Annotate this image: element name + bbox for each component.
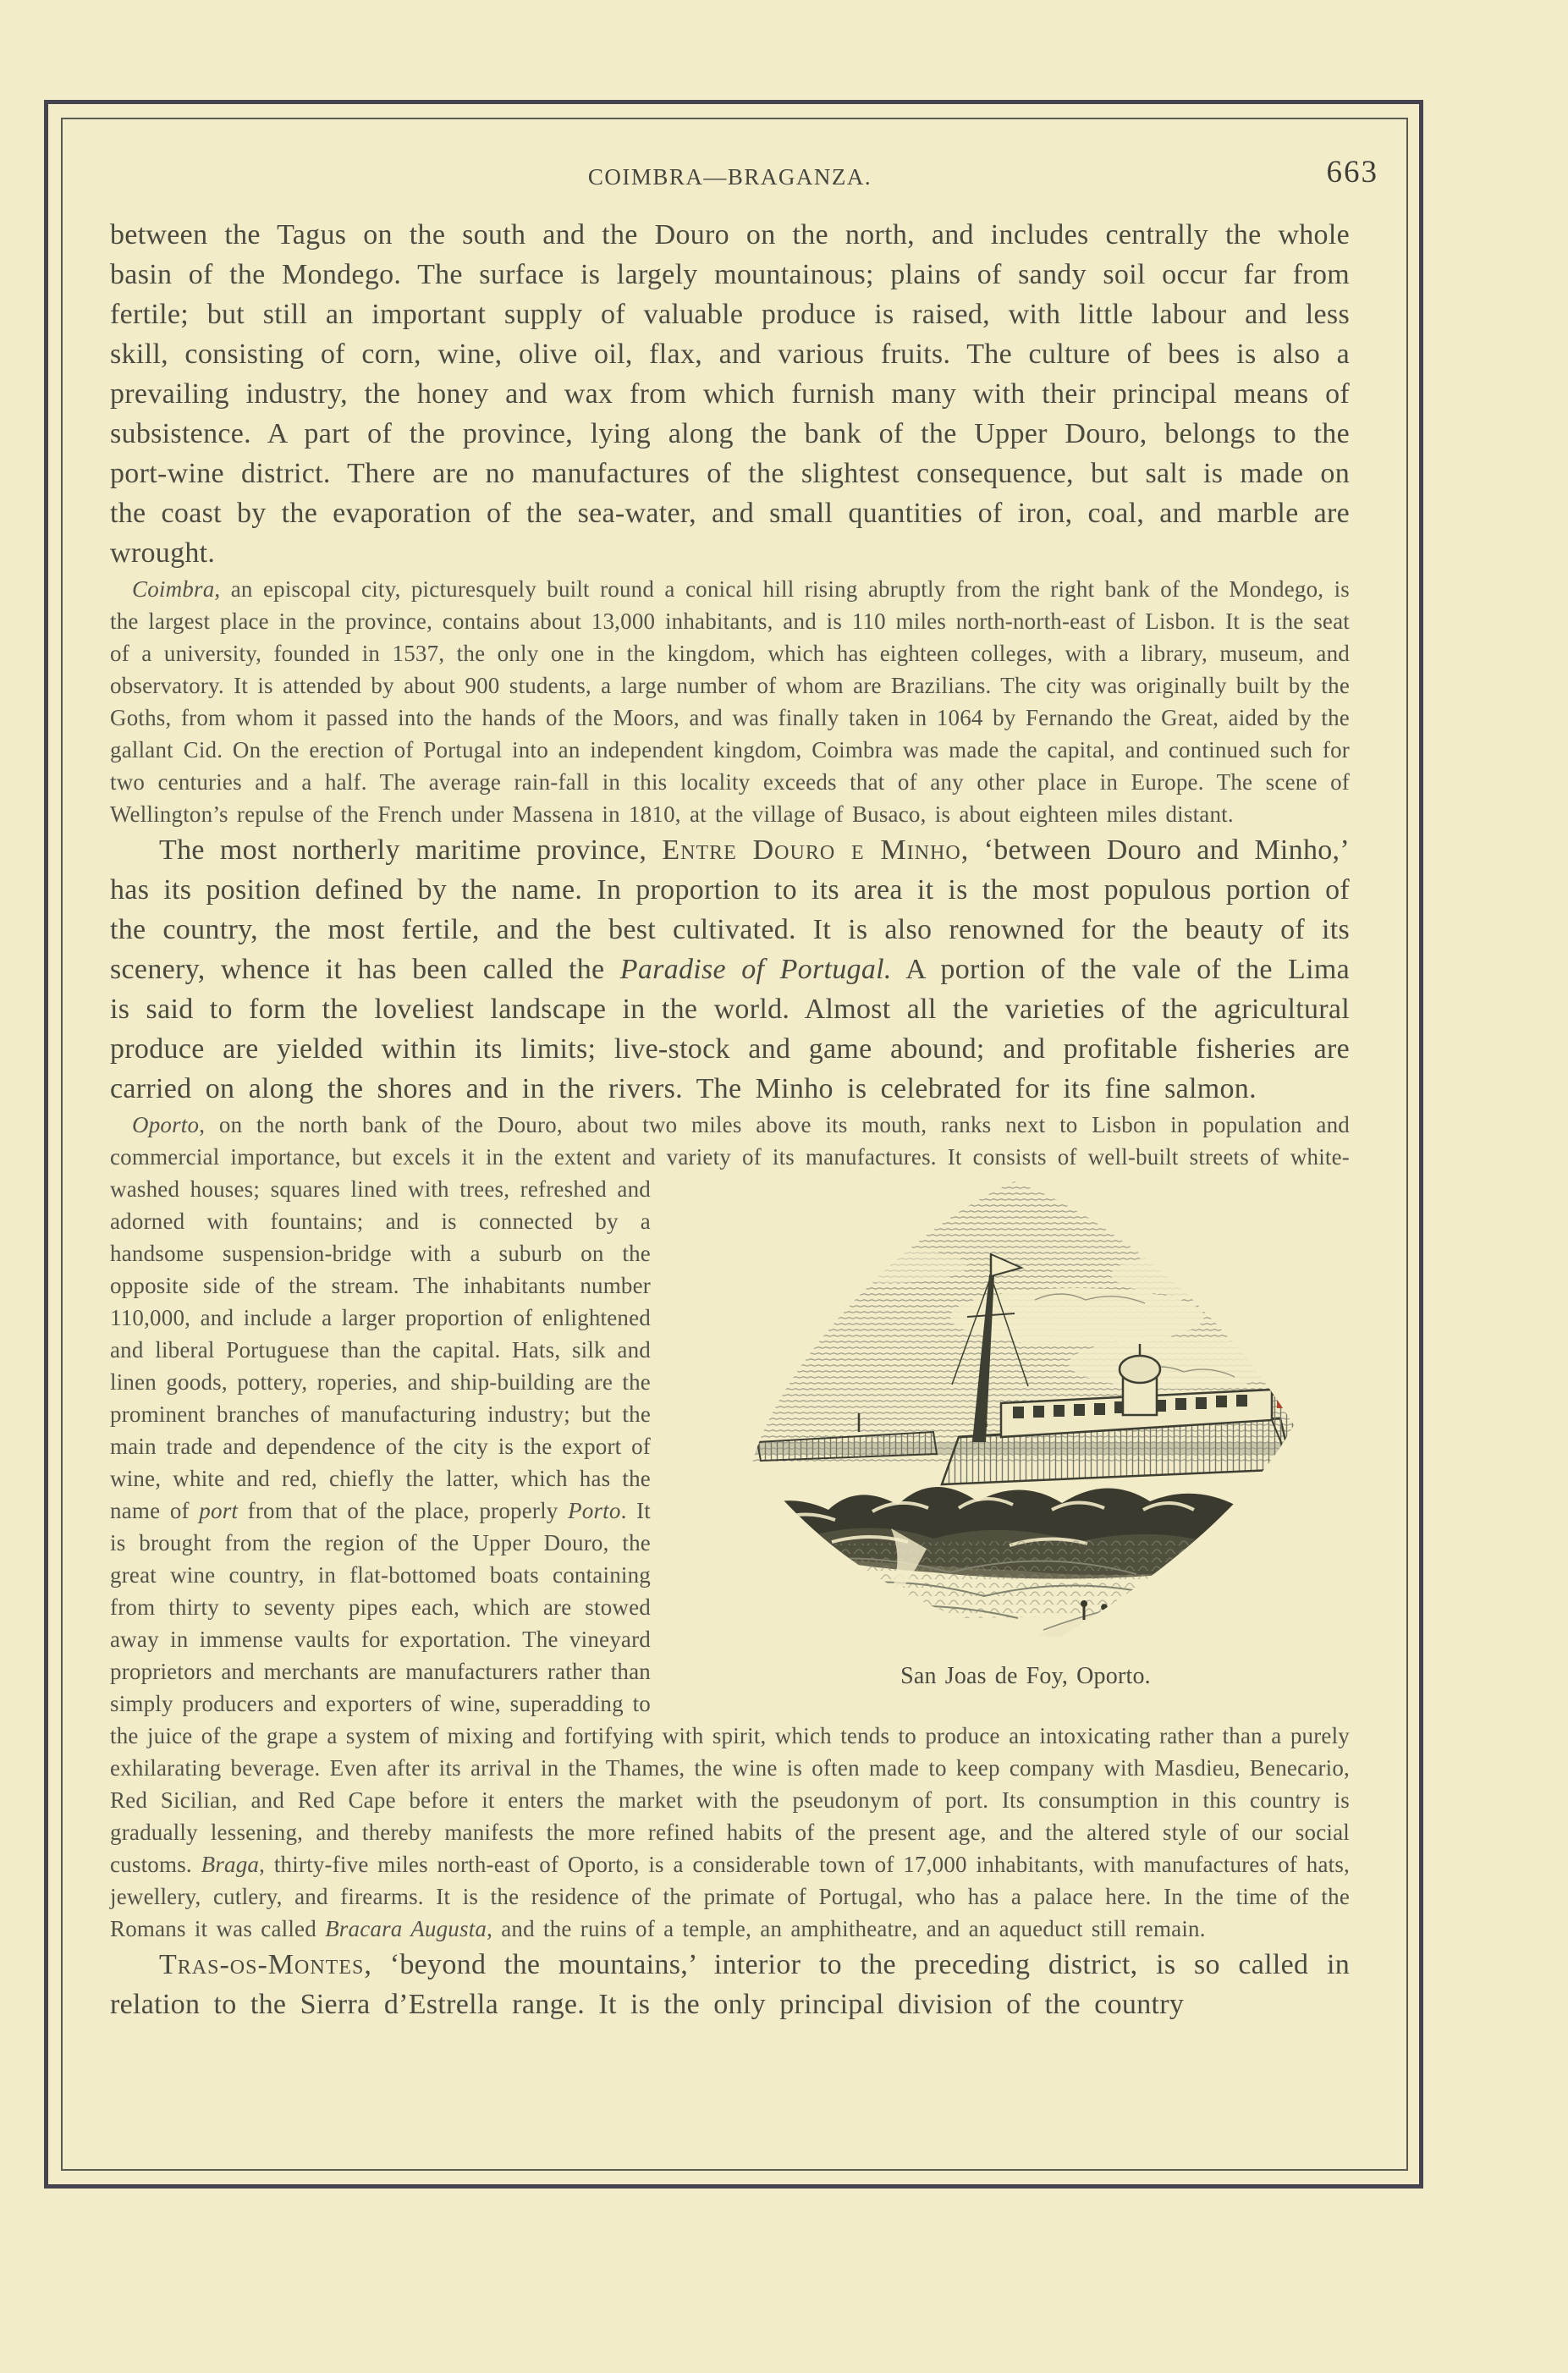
text-segment: , ‘beyond the mountains,’ interior to the preceding district, is so called in relation to the Sierra d’Estrella range. It is the only principal division of the country: [110, 1949, 1350, 2020]
province-name-entre-douro-e-minho: Entre Douro e Minho: [662, 834, 961, 866]
paragraph-coimbra: [110, 573, 1350, 830]
text-segment: The most northerly maritime province,: [159, 834, 663, 866]
text-segment: , thirty-five miles north-east of Oporto, is a considerable town of 17,000 inhabitants, with manufactures of hats, jewellery, cutlery, and firearms. It is the residence of the primate of Portugal, who has a palace here. In the time of the Romans it was called: [110, 1852, 1350, 1941]
province-name-tras-os-montes: Tras-os-Montes: [159, 1949, 365, 1980]
paragraph-tras-os-montes: [110, 1945, 1350, 2024]
text-segment: , ‘between Douro and Minho,’ has its position defined by the name. In proportion to its area it is the most populous portion of the country, the most fertile, and the best cultivated. It is also renowned for the beauty of its scenery, whence it has been called the: [110, 834, 1350, 985]
text-segment: between the Tagus on the south and the Douro on the north, and includes centrally the whole basin of the Mondego. The surface is largely mountainous; plains of sandy soil occur far from fertile; but still an important supply of valuable produce is raised, with little labour and less skill, consisting of corn, wine, olive oil, flax, and various fruits. The culture of bees is also a prevailing industry, the honey and wax from which furnish many with their principal means of subsistence. A part of the province, lying along the bank of the Upper Douro, belongs to the port-wine district. There are no manufactures of the slightest consequence, but salt is made on the coast by the evaporation of the sea-water, and small quantities of iron, coal, and marble are wrought.: [110, 219, 1350, 569]
paragraph-beira-description: [110, 215, 1350, 573]
city-name-braga: Braga: [201, 1852, 260, 1877]
paragraph-entre-douro-e-minho: [110, 830, 1350, 1109]
page-content: [110, 146, 1378, 2024]
word-porto: Porto: [568, 1498, 621, 1523]
text-segment: , on the north bank of the Douro, about two miles above its mouth, ranks next to Lisbon in population and commercial importance, but excels it in the extent and variety of its manufactures. It consists of well-built streets of white-washed houses; squares lined with trees, refreshed and adorned with fountains; and is connected by a handsome suspension-bridge with a suburb on the opposite side of the stream. The inhabitants number 110,000, and include a larger proportion of enlightened and liberal Portuguese than the capital. Hats, silk and linen goods, pottery, roperies, and ship-building are the prominent branches of manufacturing industry; but the main trade and dependence of the city is the export of wine, white and red, chiefly the latter, which has the name of: [110, 1112, 1350, 1523]
page-number: 663: [1326, 155, 1378, 190]
text-segment: , an episcopal city, picturesquely built round a conical hill rising abruptly from the right bank of the Mondego, is the largest place in the province, contains about 13,000 inhabitants, and is 110 miles north-north-east of Lisbon. It is the seat of a university, founded in 1537, the only one in the kingdom, which has eighteen colleges, with a library, museum, and observatory. It is attended by about 900 students, a large number of whom are Brazilians. The city was originally built by the Goths, from whom it passed into the hands of the Moors, and was finally taken in 1064 by Fernando the Great, aided by the gallant Cid. On the erection of Portugal into an independent kingdom, Coimbra was made the capital, and continued such for two centuries and a half. The average rain-fall in this locality exceeds that of any other place in Europe. The scene of Wellington’s repulse of the French under Massena in 1810, at the village of Busaco, is about eighteen miles distant.: [110, 576, 1350, 827]
page-header: [110, 146, 1378, 215]
engraving-san-joas-de-foy: [679, 1173, 1350, 1647]
city-name-coimbra: Coimbra: [132, 576, 215, 602]
text-segment: , and the ruins of a temple, an amphitheatre, and an aqueduct still remain.: [487, 1916, 1206, 1941]
running-title: COIMBRA—BRAGANZA.: [587, 164, 872, 190]
paragraph-oporto: [110, 1109, 1350, 1945]
text-segment: A portion of the vale of the Lima is said to form the loveliest landscape in the world. Almost all the varieties of the agricultural produce are yielded within its limits; live-stock and game abound; and profitable fisheries are carried on along the shores and in the rivers. The Minho is celebrated for its fine salmon.: [110, 954, 1351, 1104]
text-segment: from that of the place, properly: [238, 1498, 569, 1523]
text-segment: . It is brought from the region of the Upper Douro, the great wine country, in flat-bottomed boats containing from thirty to seventy pipes each, which are stowed away in immense vaults for exportation. The vineyard proprietors and merchants are manufacturers rather than simply producers and exporters of wine, superadding to the juice of the grape a system of mixing and fortifying with spirit, which tends to produce an intoxicating rather than a purely exhilarating beverage. Even after its arrival in the Thames, the wine is often made to keep company with Masdieu, Benecario, Red Sicilian, and Red Cape before it enters the market with the pseudonym of port. Its consumption in this country is gradually lessening, and thereby manifests the more refined habits of the present age, and the altered style of our social customs.: [110, 1498, 1350, 1877]
city-name-oporto: Oporto: [132, 1112, 200, 1137]
illustration-caption: San Joas de Foy, Oporto.: [900, 1663, 1151, 1689]
name-bracara-augusta: Bracara Augusta: [325, 1916, 487, 1941]
phrase-paradise-of-portugal: Paradise of Portugal.: [619, 954, 892, 985]
word-port: port: [199, 1498, 239, 1523]
engraving-figure: [679, 1173, 1350, 1693]
